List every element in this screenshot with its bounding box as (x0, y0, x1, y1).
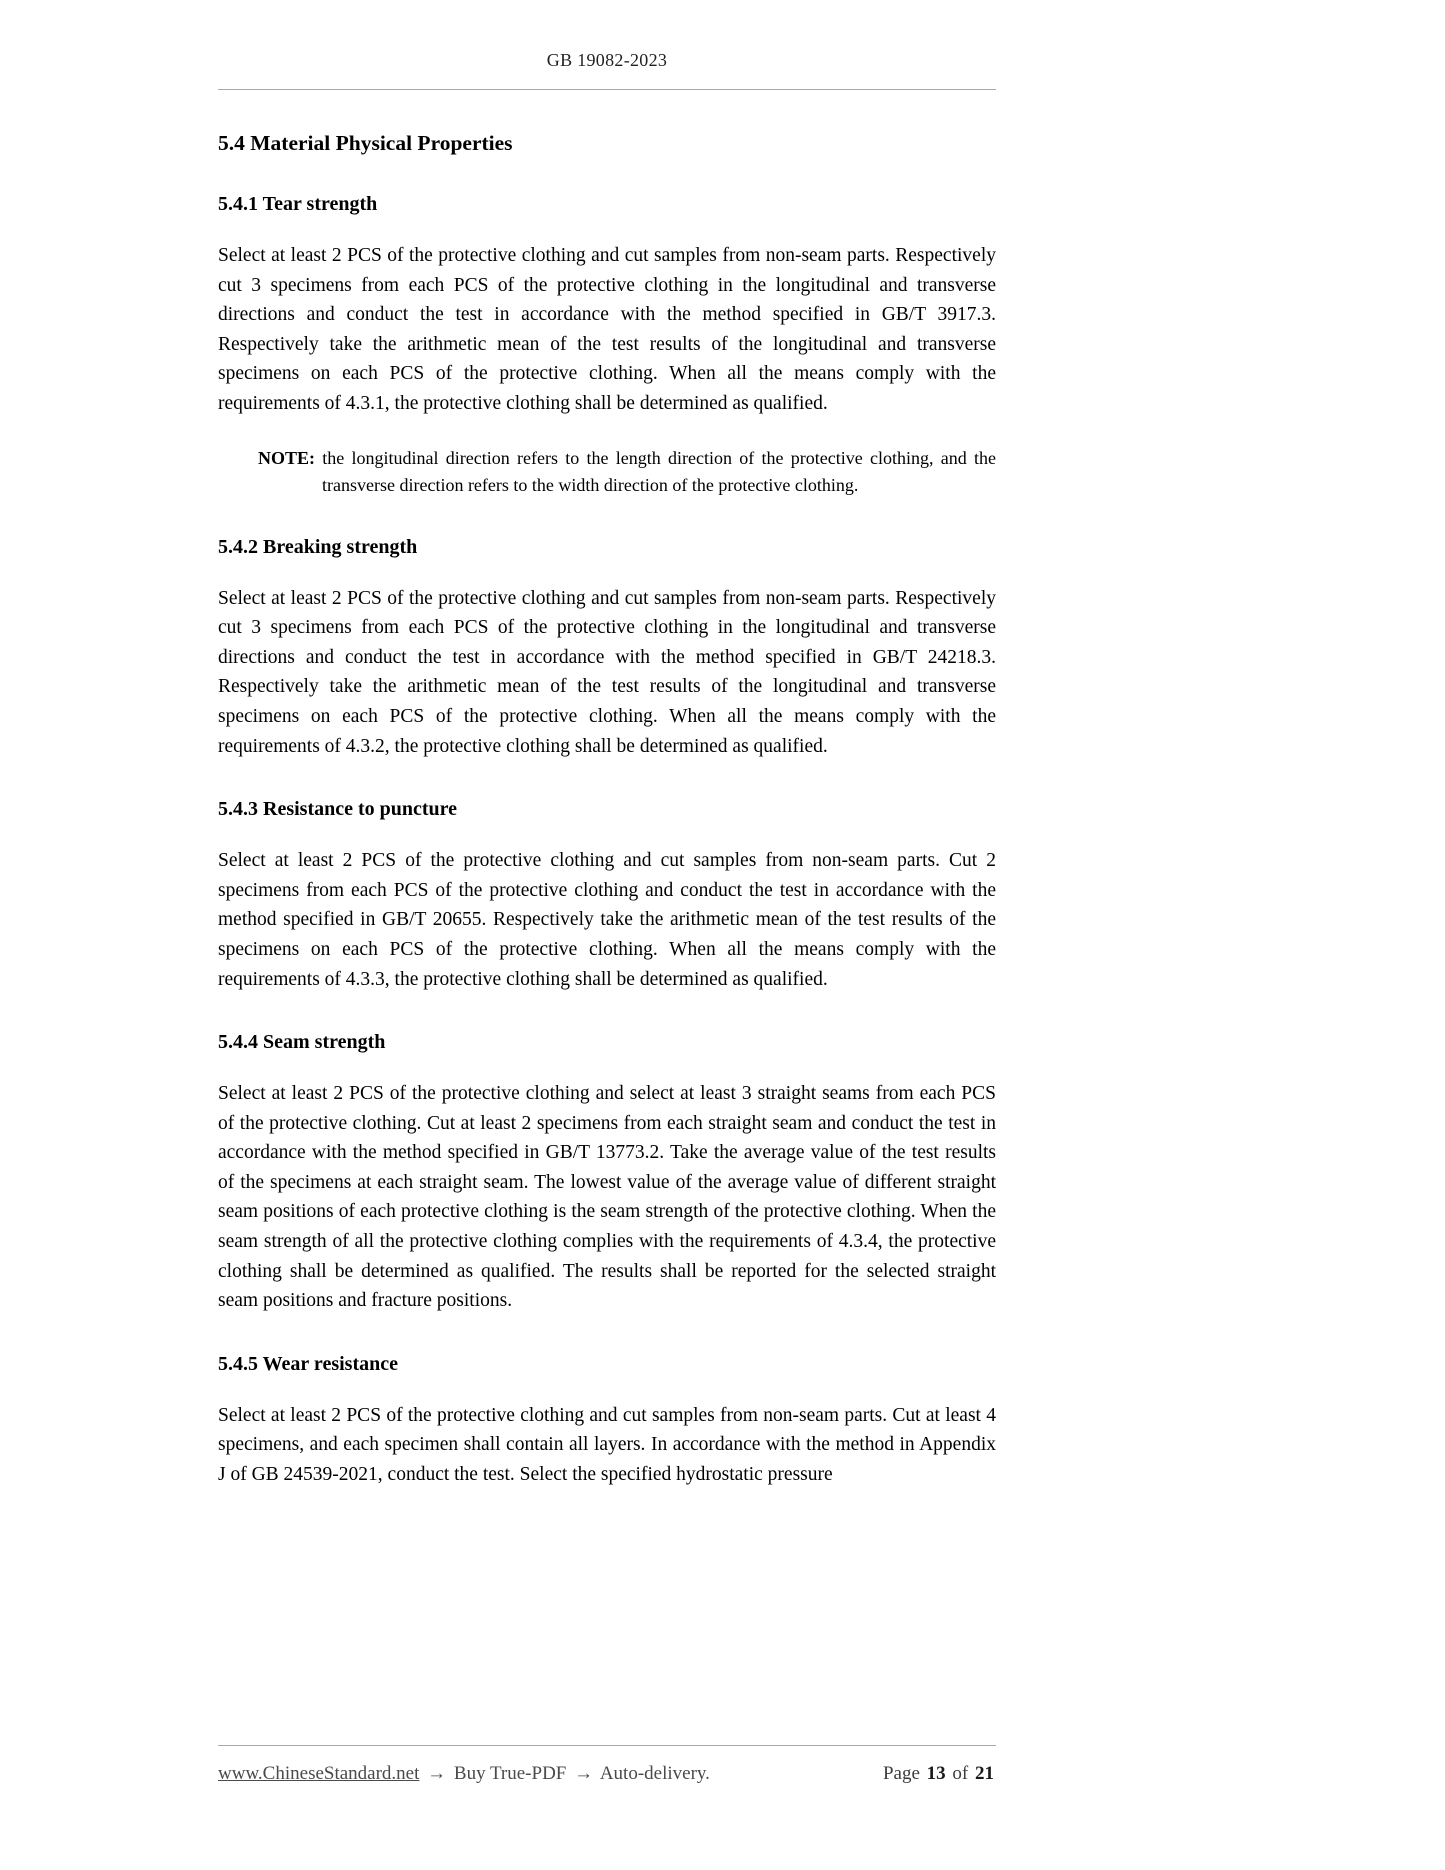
arrow-icon: → (574, 1763, 594, 1784)
footer-delivery-text: Auto-delivery. (599, 1763, 710, 1784)
section-title: 5.4 Material Physical Properties (218, 131, 513, 155)
heading-seam-strength: 5.4.4 Seam strength (218, 1031, 386, 1054)
footer-site-link[interactable]: www.ChineseStandard.net (218, 1763, 420, 1784)
page-header (218, 0, 996, 90)
of-label: of (952, 1763, 969, 1784)
paragraph-tear-strength: Select at least 2 PCS of the protective clothing and cut samples from non-seam parts. Respectively cut 3 specimens from each PCS of the protective clothing in the longitudinal and transverse directions and conduct the test in accordance with the method specified in GB/T 3917.3. Respectively take the arithmetic mean of the test results of the longitudinal and transverse specimens on each PCS of the protective clothing. When all the means comply with the requirements of 4.3.1, the protective clothing shall be determined as qualified. (218, 245, 996, 414)
paragraph-wear-resistance: Select at least 2 PCS of the protective clothing and cut samples from non-seam parts. Cut at least 4 specimens, and each specimen shall contain all layers. In accordance with the method in Appendix J of GB 24539-2021, conduct the test. Select the specified hydrostatic pressure (218, 1404, 996, 1486)
heading-resistance-to-puncture: 5.4.3 Resistance to puncture (218, 798, 458, 821)
note-label: NOTE: (258, 447, 316, 468)
page-current: 13 (926, 1763, 946, 1784)
paragraph-resistance-to-puncture: Select at least 2 PCS of the protective clothing and cut samples from non-seam parts. Cut 2 specimens from each PCS of the protective clothing and conduct the test in accordance with the method specified in GB/T 20655. Respectively take the arithmetic mean of the test results of the specimens on each PCS of the protective clothing. When all the means comply with the requirements of 4.3.3, the protective clothing shall be determined as qualified. (218, 850, 996, 990)
doc-number: GB 19082-2023 (546, 50, 668, 70)
page-label: Page (882, 1763, 920, 1784)
header-rule (218, 89, 996, 90)
footer-source-line (218, 1763, 713, 1785)
page-total: 21 (975, 1763, 994, 1784)
note-text: the longitudinal direction refers to the length direction of the protective clothing, and the transverse direction refers to the width direction of the protective clothing. (322, 447, 996, 495)
heading-wear-resistance: 5.4.5 Wear resistance (218, 1352, 398, 1375)
document-page (218, 0, 996, 1490)
paragraph-seam-strength: Select at least 2 PCS of the protective clothing and select at least 3 straight seams from each PCS of the protective clothing. Cut at least 2 specimens from each straight seam and conduct the test in accordance with the method specified in GB/T 13773.2. Take the average value of the test results of the specimens at each straight seam. The lowest value of the average value of different straight seam positions of each protective clothing is the seam strength of the protective clothing. When the seam strength of all the protective clothing complies with the requirements of 4.3.4, the protective clothing shall be determined as qualified. The results shall be reported for the selected straight seam positions and fracture positions. (218, 1083, 996, 1312)
footer-rule (218, 1745, 996, 1746)
footer-buy-text: Buy True-PDF (453, 1763, 567, 1784)
arrow-icon: → (427, 1763, 447, 1784)
page-indicator (883, 1763, 996, 1785)
note (218, 445, 996, 499)
paragraph-breaking-strength: Select at least 2 PCS of the protective clothing and cut samples from non-seam parts. Respectively cut 3 specimens from each PCS of the protective clothing in the longitudinal and transverse directions and conduct the test in accordance with the method specified in GB/T 24218.3. Respectively take the arithmetic mean of the test results of the longitudinal and transverse specimens on each PCS of the protective clothing. When all the means comply with the requirements of 4.3.2, the protective clothing shall be determined as qualified. (218, 587, 996, 757)
heading-tear-strength: 5.4.1 Tear strength (218, 193, 378, 215)
heading-breaking-strength: 5.4.2 Breaking strength (218, 535, 418, 558)
page-footer (218, 1745, 996, 1785)
